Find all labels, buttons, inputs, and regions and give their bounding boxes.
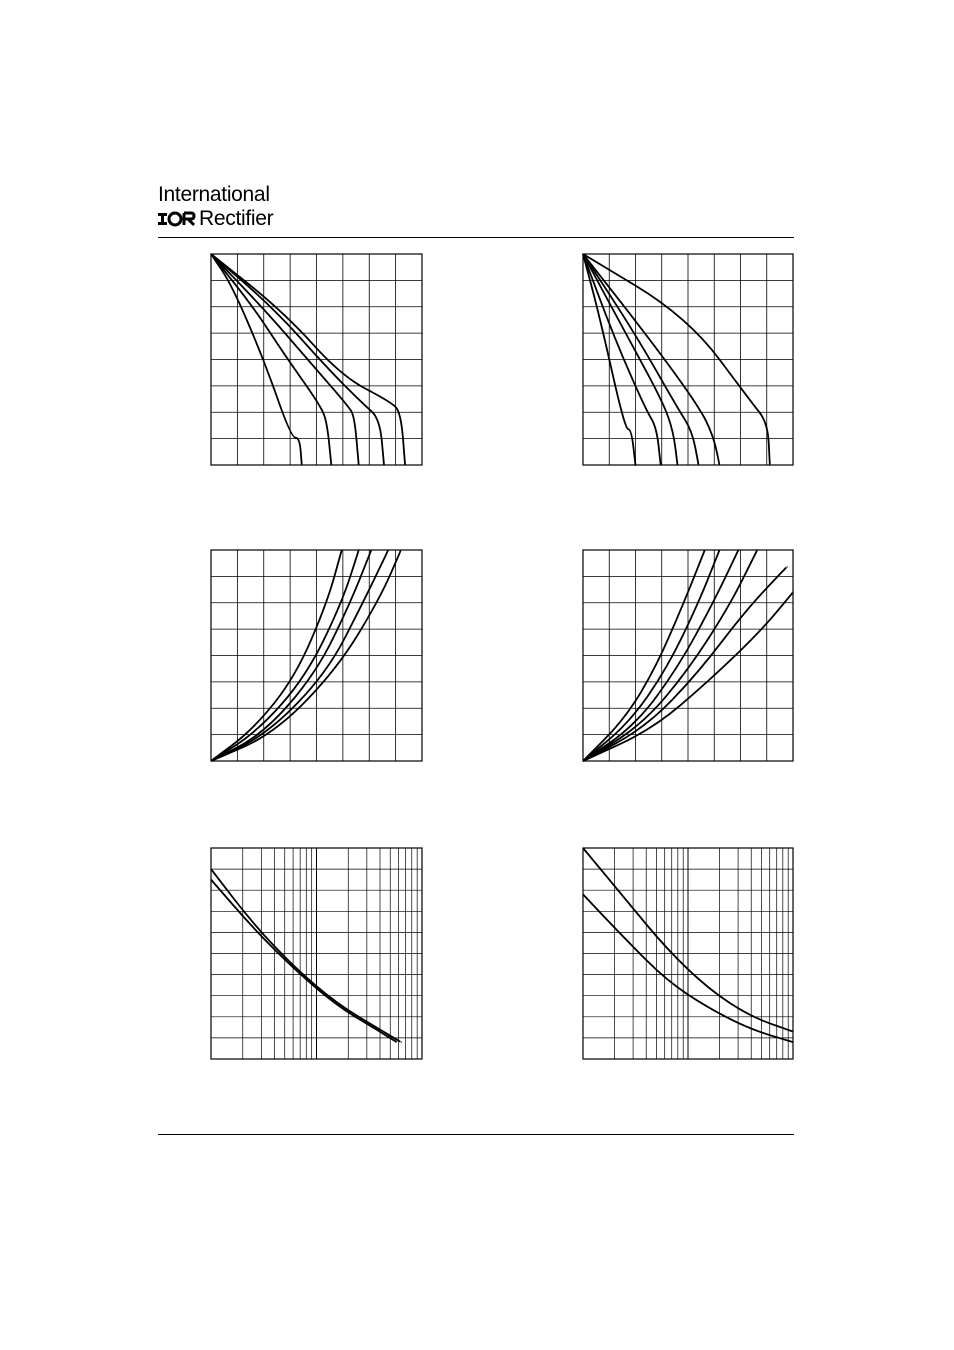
company-name-international: International	[158, 183, 270, 206]
company-name-rectifier: Rectifier	[199, 207, 274, 230]
chart-middle-right-series-4	[583, 567, 787, 761]
